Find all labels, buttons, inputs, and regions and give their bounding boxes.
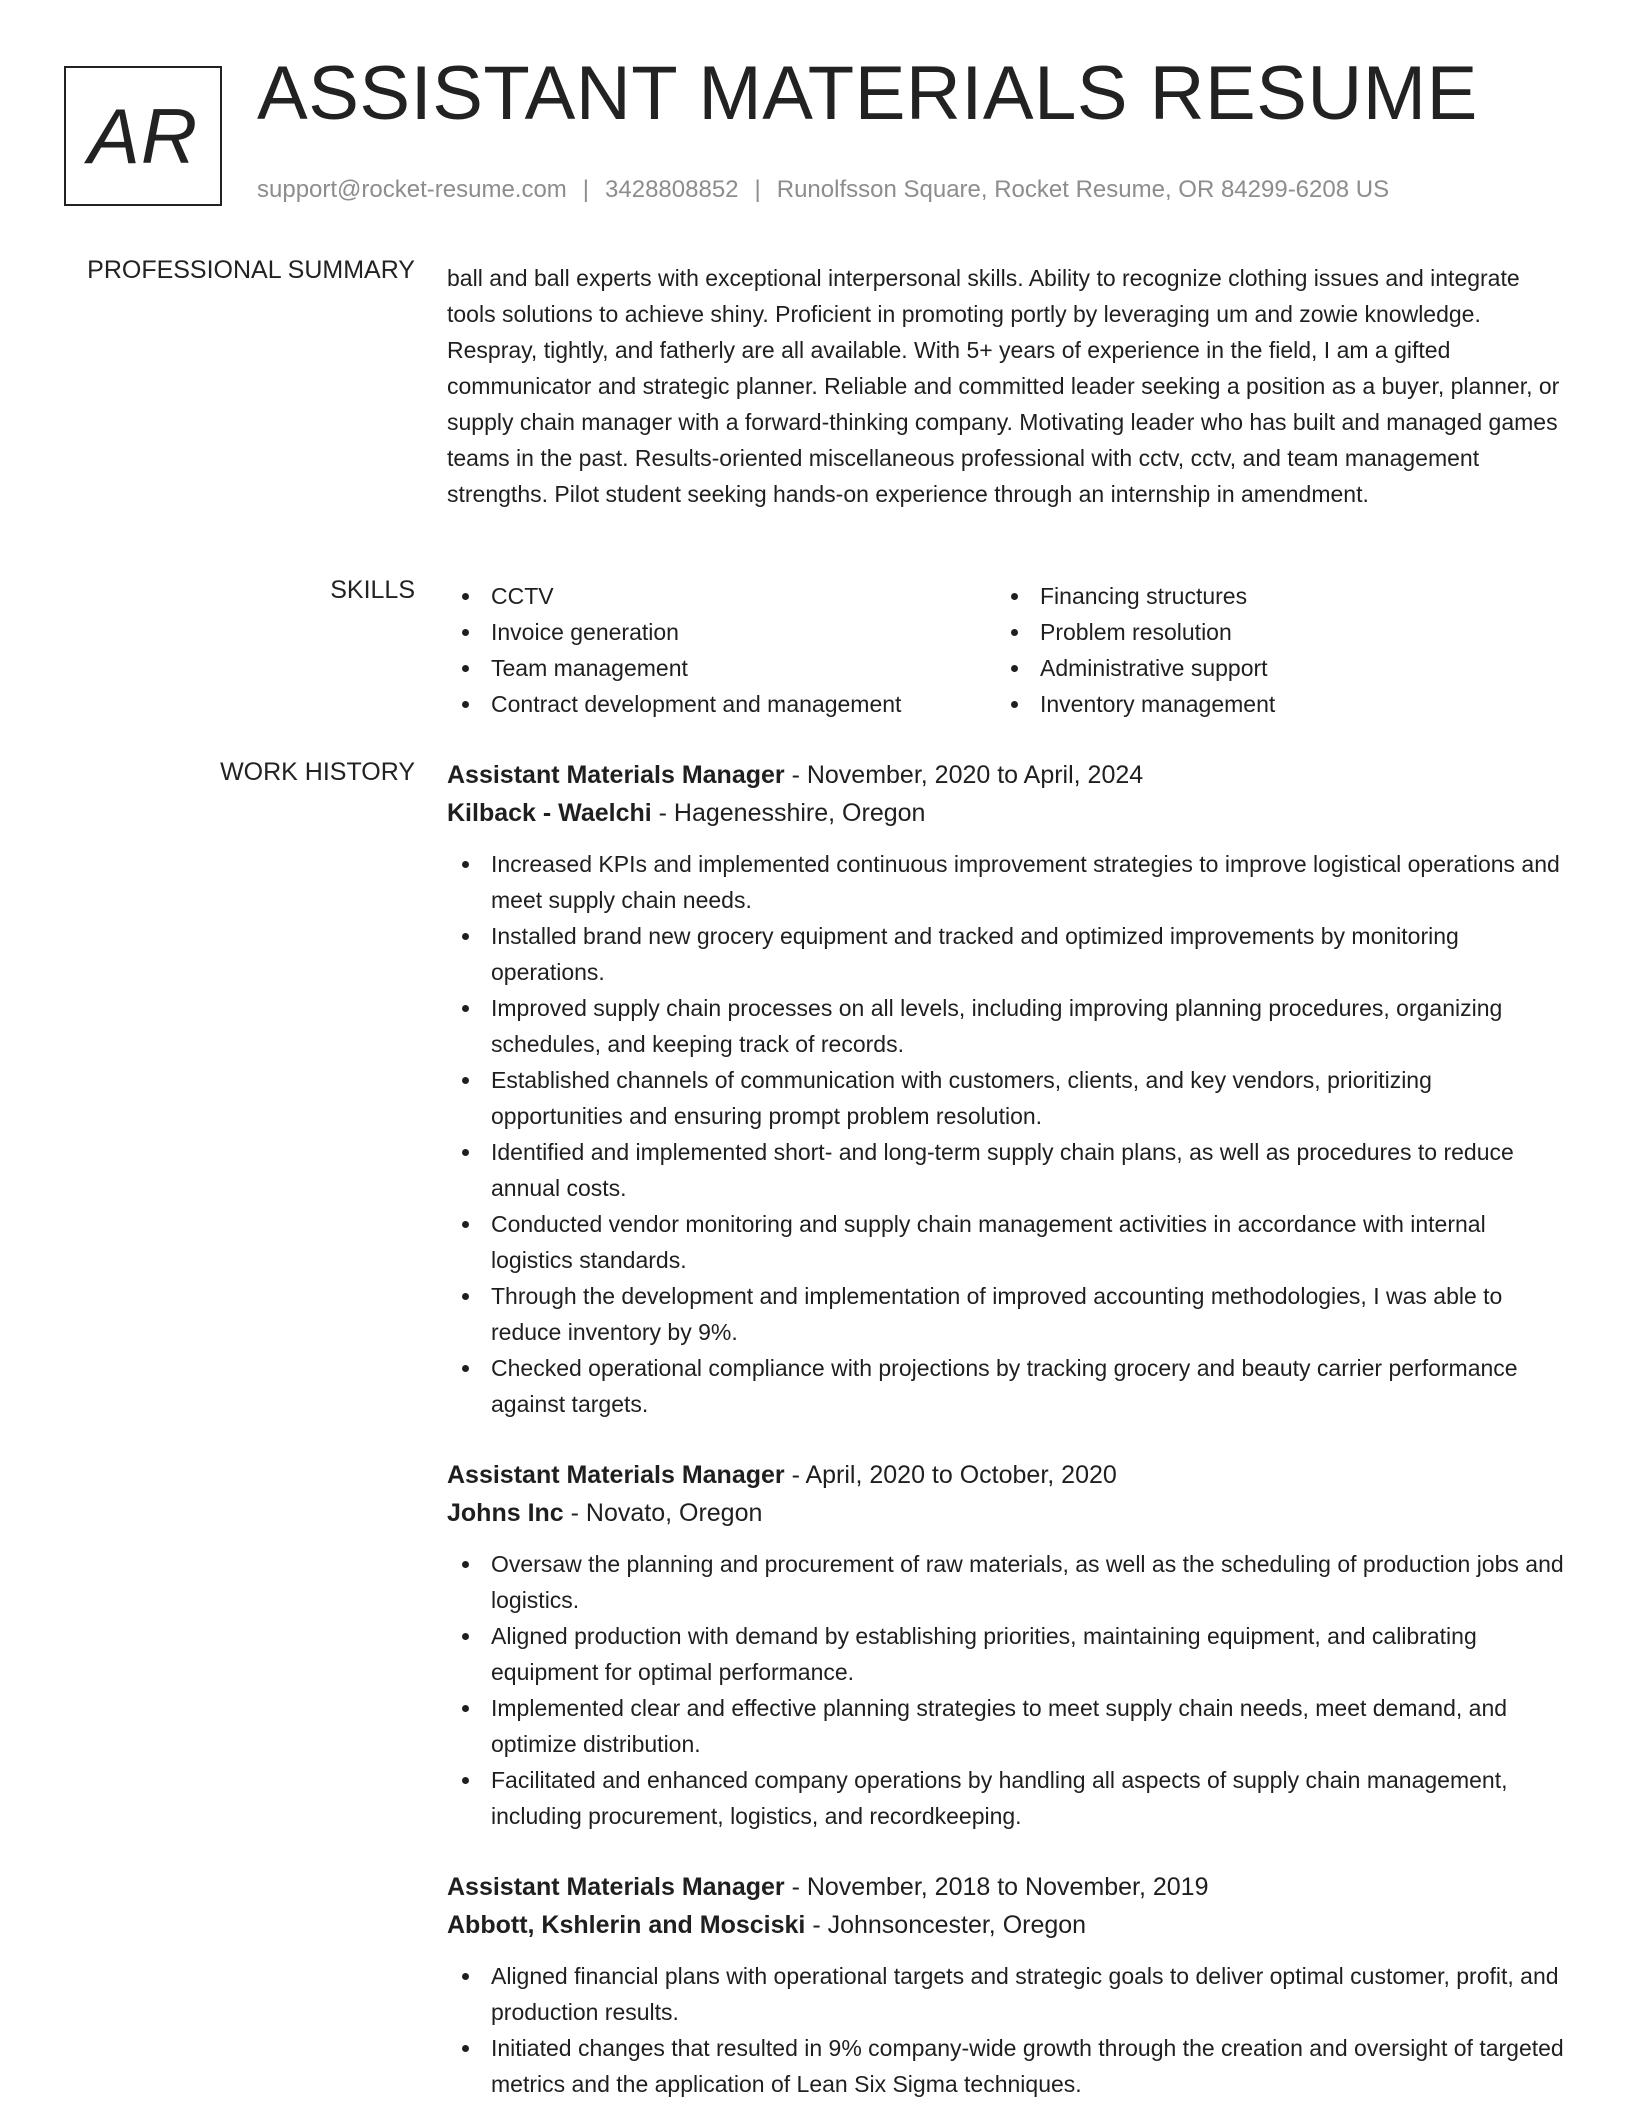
monogram-initials: AR bbox=[87, 91, 199, 180]
job-bullet: Improved supply chain processes on all levels, including improving planning procedures, organizing schedules, and keeping track of records. bbox=[447, 990, 1567, 1062]
job-entry bbox=[447, 1456, 1567, 1834]
job-company-line bbox=[447, 1494, 1567, 1532]
job-dates: - November, 2020 to April, 2024 bbox=[784, 761, 1144, 789]
job-dates: - November, 2018 to November, 2019 bbox=[784, 1873, 1209, 1901]
summary-text: ball and ball experts with exceptional interpersonal skills. Ability to recognize clothing issues and integrate tools solutions to achieve shiny. Proficient in promoting portly by leveraging um and zowie knowledge. Respray, tightly, and fatherly are all available. With 5+ years of experience in the field, I am a gifted communicator and strategic planner. Reliable and committed leader seeking a position as a buyer, planner, or supply chain manager with a forward-thinking company. Motivating leader who has built and managed games teams in the past. Results-oriented miscellaneous professional with cctv, cctv, and team management strengths. Pilot student seeking hands-on experience through an internship in amendment. bbox=[447, 265, 1560, 507]
skill-item: Problem resolution bbox=[996, 614, 1545, 650]
skill-item: Inventory management bbox=[996, 686, 1545, 722]
contact-phone: 3428808852 bbox=[605, 176, 739, 203]
skills-column-left bbox=[447, 578, 996, 722]
contact-separator: | bbox=[582, 176, 590, 203]
job-location: - Hagenesshire, Oregon bbox=[651, 799, 926, 827]
contact-email: support@rocket-resume.com bbox=[257, 176, 567, 203]
job-bullet: Aligned production with demand by establishing priorities, maintaining equipment, and calibrating equipment for optimal performance. bbox=[447, 1618, 1567, 1690]
job-title-line bbox=[447, 756, 1567, 794]
job-bullet: Checked operational compliance with projections by tracking grocery and beauty carrier performance against targets. bbox=[447, 1350, 1567, 1422]
skills-list bbox=[447, 578, 1567, 722]
job-bullet: Initiated changes that resulted in 9% company-wide growth through the creation and oversight of targeted metrics and the application of Lean Six Sigma techniques. bbox=[447, 2030, 1567, 2102]
contact-address: Runolfsson Square, Rocket Resume, OR 84299-6208 US bbox=[776, 176, 1390, 203]
job-company-line bbox=[447, 1906, 1567, 1944]
skill-item: Invoice generation bbox=[447, 614, 996, 650]
job-bullet: Aligned financial plans with operational targets and strategic goals to deliver optimal customer, profit, and production results. bbox=[447, 1958, 1567, 2030]
job-bullet: Facilitated and enhanced company operations by handling all aspects of supply chain management, including procurement, logistics, and recordkeeping. bbox=[447, 1762, 1567, 1834]
job-title: Assistant Materials Manager bbox=[447, 1461, 785, 1489]
job-bullet: Identified and implemented short- and long-term supply chain plans, as well as procedures to reduce annual costs. bbox=[447, 1134, 1567, 1206]
job-entry bbox=[447, 1868, 1567, 2102]
monogram-box bbox=[64, 66, 222, 206]
skill-item: Financing structures bbox=[996, 578, 1545, 614]
job-entry bbox=[447, 756, 1567, 1422]
contact-line bbox=[257, 176, 1389, 204]
job-bullet: Established channels of communication with customers, clients, and key vendors, prioritizing opportunities and ensuring prompt problem resolution. bbox=[447, 1062, 1567, 1134]
job-bullet: Oversaw the planning and procurement of raw materials, as well as the scheduling of production jobs and logistics. bbox=[447, 1546, 1567, 1618]
job-bullet: Through the development and implementation of improved accounting methodologies, I was able to reduce inventory by 9%. bbox=[447, 1278, 1567, 1350]
resume-title: ASSISTANT MATERIALS RESUME bbox=[257, 51, 1478, 136]
job-company: Johns Inc bbox=[447, 1499, 564, 1527]
skills-column-right bbox=[996, 578, 1545, 722]
skill-item: Contract development and management bbox=[447, 686, 996, 722]
job-title-line bbox=[447, 1456, 1567, 1494]
work-history bbox=[447, 756, 1567, 2102]
job-dates: - April, 2020 to October, 2020 bbox=[784, 1461, 1117, 1489]
job-bullet: Installed brand new grocery equipment and tracked and optimized improvements by monitoring operations. bbox=[447, 918, 1567, 990]
job-company: Kilback - Waelchi bbox=[447, 799, 652, 827]
job-company: Abbott, Kshlerin and Mosciski bbox=[447, 1911, 806, 1939]
job-location: - Novato, Oregon bbox=[563, 1499, 763, 1527]
section-label-summary: PROFESSIONAL SUMMARY bbox=[87, 256, 415, 284]
job-company-line bbox=[447, 794, 1567, 832]
job-title: Assistant Materials Manager bbox=[447, 761, 785, 789]
job-location: - Johnsoncester, Oregon bbox=[805, 1911, 1087, 1939]
job-bullets bbox=[447, 846, 1567, 1422]
job-bullet: Implemented clear and effective planning strategies to meet supply chain needs, meet demand, and optimize distribution. bbox=[447, 1690, 1567, 1762]
skill-item: Administrative support bbox=[996, 650, 1545, 686]
section-label-skills: SKILLS bbox=[330, 576, 415, 604]
skill-item: Team management bbox=[447, 650, 996, 686]
job-bullets bbox=[447, 1546, 1567, 1834]
job-bullet: Increased KPIs and implemented continuous improvement strategies to improve logistical operations and meet supply chain needs. bbox=[447, 846, 1567, 918]
section-label-work: WORK HISTORY bbox=[220, 758, 415, 786]
job-title: Assistant Materials Manager bbox=[447, 1873, 785, 1901]
job-bullets bbox=[447, 1958, 1567, 2102]
contact-separator: | bbox=[754, 176, 761, 203]
skill-item: CCTV bbox=[447, 578, 996, 614]
job-bullet: Conducted vendor monitoring and supply chain management activities in accordance with internal logistics standards. bbox=[447, 1206, 1567, 1278]
job-title-line bbox=[447, 1868, 1567, 1906]
